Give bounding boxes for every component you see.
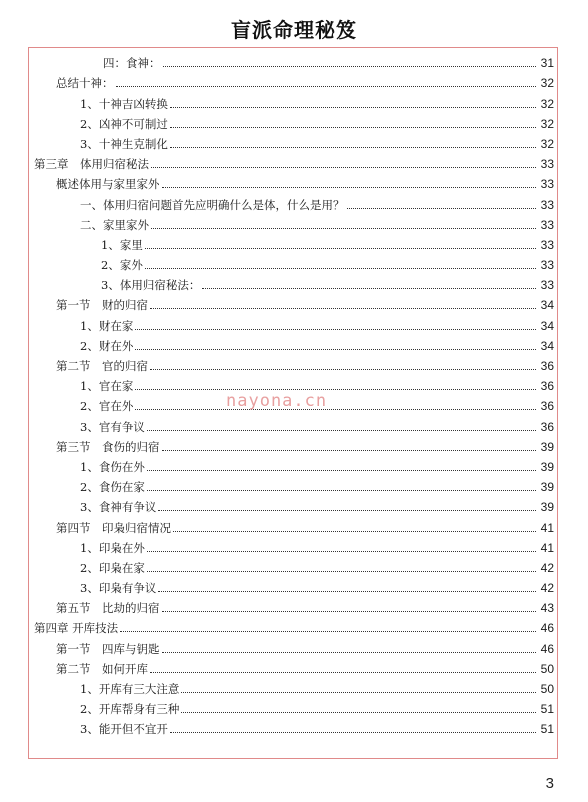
toc-entry-label: 第一节 四库与钥匙 [56,641,160,656]
toc-entry-page: 33 [540,278,554,293]
toc-entry-page: 31 [540,56,554,71]
toc-entry[interactable] [31,353,554,373]
toc-entry-label: 2、开库帮身有三种 [80,702,180,717]
toc-entry-label: 1、财在家 [80,318,134,333]
toc-entry-page: 33 [540,157,554,172]
toc-dot-leader [170,147,536,148]
toc-entry-page: 36 [540,399,554,414]
toc-entry-page: 51 [540,702,554,717]
toc-entry-page: 33 [540,197,554,212]
toc-entry-label: 二、家里家外 [80,217,149,232]
toc-dot-leader [147,551,536,552]
toc-dot-leader [150,672,536,673]
toc-entry-label: 1、家里 [101,237,143,252]
toc-dot-leader [158,510,536,511]
toc-entry[interactable] [31,434,554,454]
toc-entry-page: 42 [540,581,554,596]
toc-entry-label: 2、印枭在家 [80,560,145,575]
toc-entry-page: 32 [540,116,554,131]
toc-entry-label: 第三节 食伤的归宿 [56,439,160,454]
toc-entry[interactable] [31,413,554,433]
toc-entry[interactable] [31,111,554,131]
toc-entry[interactable] [31,151,554,171]
toc-entry-page: 33 [540,258,554,273]
toc-dot-leader [147,571,536,572]
toc-entry-label: 3、能开但不宜开 [80,722,168,737]
toc-entry-page: 41 [540,520,554,535]
toc-entry-label: 2、家外 [101,258,143,273]
toc-entry-label: 3、十神生克制化 [80,136,168,151]
toc-entry-label: 1、官在家 [80,379,134,394]
toc-dot-leader [145,248,536,249]
toc-dot-leader [170,732,536,733]
toc-entry[interactable] [31,292,554,312]
toc-entry-label: 一、体用归宿问题首先应明确什么是体，什么是用？ [80,197,345,212]
toc-entry-label: 2、凶神不可制过 [80,116,168,131]
toc-entry-label: 第五节 比劫的归宿 [56,601,160,616]
toc-entry[interactable] [31,70,554,90]
toc-entry-label: 3、体用归宿秘法： [101,278,201,293]
toc-dot-leader [116,86,537,87]
toc-entry[interactable] [31,635,554,655]
toc-dot-leader [147,490,536,491]
toc-dot-leader [162,187,537,188]
toc-entry[interactable] [31,131,554,151]
toc-dot-leader [135,349,536,350]
toc-dot-leader [181,712,536,713]
toc-entry-page: 34 [540,318,554,333]
toc-entry-page: 46 [540,641,554,656]
toc-entry-page: 33 [540,237,554,252]
toc-entry[interactable] [31,90,554,110]
toc-entry[interactable] [31,535,554,555]
toc-entry-label: 2、财在外 [80,338,134,353]
toc-entry-page: 41 [540,540,554,555]
toc-dot-leader [170,127,536,128]
toc-entry-page: 34 [540,338,554,353]
toc-entry-page: 34 [540,298,554,313]
toc-entry[interactable] [31,171,554,191]
toc-entry-page: 51 [540,722,554,737]
toc-entry[interactable] [31,696,554,716]
toc-entry-page: 32 [540,136,554,151]
toc-entry[interactable] [31,272,554,292]
toc-entry[interactable] [31,50,554,70]
toc-entry-page: 39 [540,500,554,515]
toc-dot-leader [181,692,536,693]
toc-entry-page: 39 [540,480,554,495]
toc-dot-leader [151,228,536,229]
toc-entry[interactable] [31,333,554,353]
toc-entry[interactable] [31,252,554,272]
toc-dot-leader [147,430,536,431]
toc-entry[interactable] [31,312,554,332]
toc-entry-page: 50 [540,661,554,676]
toc-dot-leader [347,208,537,209]
page-number: 3 [545,775,554,792]
toc-dot-leader [150,308,536,309]
toc-dot-leader [173,531,536,532]
toc-entry[interactable] [31,454,554,474]
toc-entry-page: 33 [540,217,554,232]
toc-entry-page: 32 [540,96,554,111]
toc-dot-leader [162,652,537,653]
toc-entry-label: 1、印枭在外 [80,540,145,555]
toc-dot-leader [150,369,536,370]
toc-dot-leader [162,450,537,451]
toc-dot-leader [135,409,536,410]
toc-entry-page: 32 [540,76,554,91]
toc-entry-label: 3、食神有争议 [80,500,157,515]
toc-dot-leader [170,107,536,108]
toc-entry-label: 概述体用与家里家外 [56,177,160,192]
toc-entry-page: 50 [540,682,554,696]
toc-entry-label: 2、官在外 [80,399,134,414]
toc-entry-page: 36 [540,379,554,394]
toc-entry[interactable] [31,555,554,575]
toc-dot-leader [162,611,537,612]
toc-entry[interactable] [31,474,554,494]
toc-entry-label: 3、印枭有争议 [80,581,157,596]
toc-entry[interactable] [31,595,554,615]
toc-dot-leader [163,66,537,67]
toc-dot-leader [158,591,536,592]
toc-entry-label: 第二节 如何开库 [56,661,148,676]
toc-entry[interactable] [31,191,554,211]
toc-entry-label: 3、官有争议 [80,419,145,434]
toc-entry-label: 四：食神： [103,56,161,71]
toc-dot-leader [135,329,536,330]
toc-entry-label: 1、食伤在外 [80,459,145,474]
toc-entry[interactable] [31,514,554,534]
toc-entry-label: 第二节 官的归宿 [56,359,148,373]
toc-entry-label: 1、开库有三大注意 [80,682,180,696]
toc-entry[interactable] [31,676,554,696]
toc-entry-page: 36 [540,419,554,434]
toc-entry-label: 第一节 财的归宿 [56,298,148,313]
toc-entry-label: 2、食伤在家 [80,480,145,495]
toc-entry-label: 总结十神： [56,76,114,91]
toc-entry-page: 39 [540,439,554,454]
toc-entry-page: 39 [540,459,554,474]
document-title: 盲派命理秘笈 [231,18,357,42]
toc-dot-leader [120,631,536,632]
toc-entry-page: 33 [540,177,554,192]
toc-entry[interactable] [31,656,554,676]
toc-entry[interactable] [31,212,554,232]
toc-entry-page: 43 [540,601,554,616]
toc-entry-page: 36 [540,359,554,373]
toc-dot-leader [145,268,536,269]
toc-dot-leader [147,470,536,471]
toc-entry-label: 第三章 体用归宿秘法 [34,157,149,172]
toc-entry[interactable] [31,615,554,635]
toc-entry[interactable] [31,575,554,595]
toc-entry[interactable] [31,494,554,514]
toc-entry-page: 46 [540,621,554,636]
toc-entry[interactable] [31,716,554,736]
watermark: nayona.cn [226,391,328,411]
toc-dot-leader [135,389,536,390]
toc-entry-page: 42 [540,560,554,575]
toc-entry-label: 1、十神吉凶转换 [80,96,168,111]
toc-entry-label: 第四章 开库技法 [34,621,119,636]
toc-dot-leader [202,288,536,289]
toc-dot-leader [151,167,536,168]
toc-entry[interactable] [31,232,554,252]
toc-entry-label: 第四节 印枭归宿情况 [56,520,171,535]
